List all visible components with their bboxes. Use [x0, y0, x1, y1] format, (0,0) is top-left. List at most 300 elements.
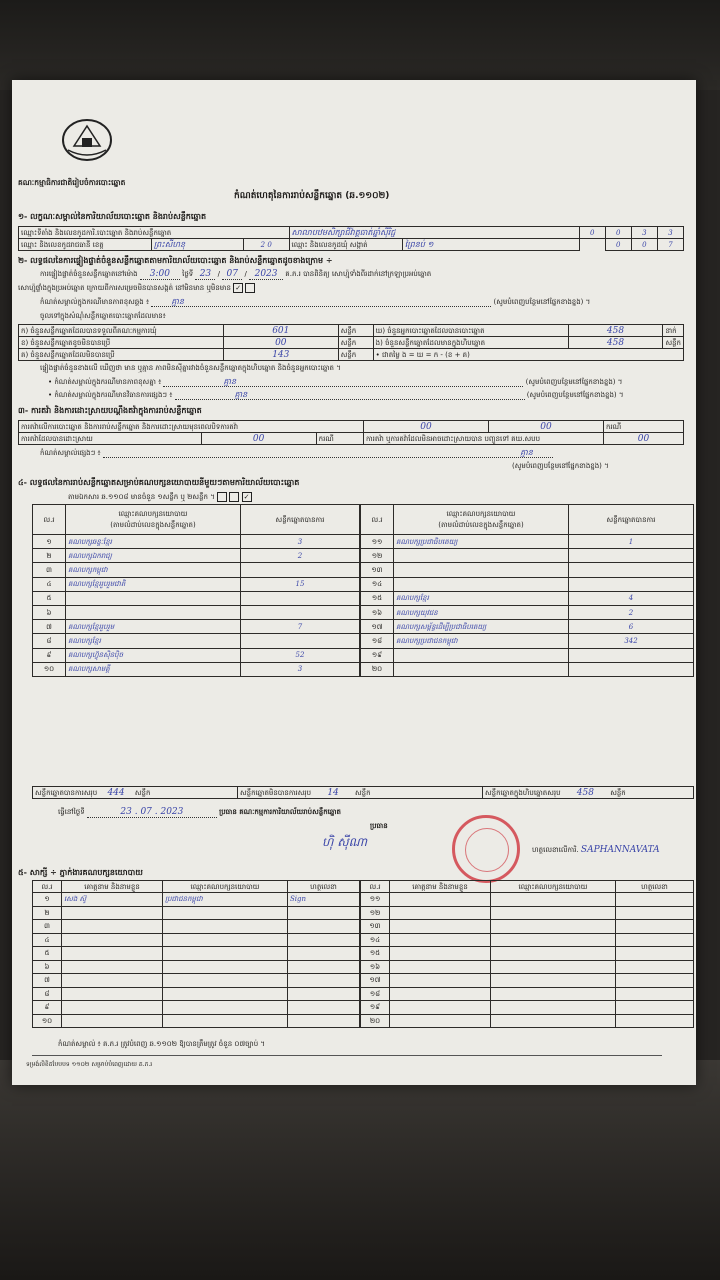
- vote-count: 1: [569, 535, 694, 549]
- official-seal-icon: [452, 815, 520, 883]
- witness-line: [532, 846, 660, 855]
- resolved-value: 00: [201, 433, 316, 445]
- row-number: ១៥: [361, 947, 390, 961]
- verify-time: 3:00: [140, 270, 180, 280]
- vote-row: [33, 648, 360, 662]
- row-number: ១: [33, 535, 66, 549]
- party-name: គណបក្សខ្មែរ: [394, 591, 569, 605]
- formula: • ជាតម្លៃ ង = ឃ = ក - (ខ + គ): [373, 349, 683, 361]
- forwarded-label: ការតវ៉ា ឬការតវ៉ាដែលមិនអាចដោះស្រាយបាន បញ្ជូនទៅ គឃ.សបប: [364, 433, 604, 445]
- vote-count: 2: [569, 605, 694, 619]
- agent-signature: [616, 987, 694, 1001]
- agent-signature: [288, 960, 360, 974]
- resolved-label: ការតវ៉ាដែលបានដោះស្រាយ: [19, 433, 202, 445]
- row-number: ៥: [33, 591, 66, 605]
- province-code: 2 0: [243, 239, 289, 251]
- agent-row: [33, 920, 360, 934]
- issued-value: 601: [223, 325, 338, 337]
- vote-count: 6: [569, 620, 694, 634]
- station-code-digit: 0: [605, 227, 631, 239]
- agent-name: [390, 893, 491, 907]
- vote-row: [33, 634, 360, 648]
- date-line: [58, 808, 341, 818]
- agent-name: [62, 1001, 163, 1015]
- case-unit: ករណី: [604, 421, 684, 433]
- unit: សន្លឹក: [355, 788, 371, 797]
- agent-row: [361, 987, 694, 1001]
- row-number: ១៥: [361, 591, 394, 605]
- agents-table-right: [360, 880, 694, 1028]
- agent-signature: [616, 920, 694, 934]
- org-name: គណៈកម្មាធិការជាតិរៀបចំការបោះឆ្នោត: [18, 178, 126, 187]
- vote-row: [33, 591, 360, 605]
- nec-emblem-icon: [60, 116, 114, 162]
- s3-note-tail: (សូមបំពេញបន្ថែមនៅផ្នែកខាងខ្នង) ។: [512, 462, 609, 470]
- background-wall: [0, 0, 720, 90]
- agent-name: [62, 947, 163, 961]
- row-number: ១៨: [361, 634, 394, 648]
- vote-row: [361, 563, 694, 577]
- agent-party: [491, 920, 616, 934]
- col-party-title: ឈ្មោះគណបក្សនយោបាយ: [118, 509, 188, 518]
- agent-name: [390, 947, 491, 961]
- agent-signature: [616, 1001, 694, 1015]
- agent-party: [163, 947, 288, 961]
- agent-row: [33, 1001, 360, 1015]
- date-tail: ប្រធាន គណៈកម្មការការិយាល័យរាប់សន្លឹកឆ្នោត: [219, 808, 341, 816]
- commune-value: ព្រៃនប់ ១: [402, 239, 579, 251]
- vote-count: [241, 591, 360, 605]
- row-number: ៨: [33, 634, 66, 648]
- agent-signature: [616, 1014, 694, 1028]
- vote-count: 15: [241, 577, 360, 591]
- spoiled-value: 00: [223, 337, 338, 349]
- verify-tail: គ.ភ.រ បានពិនិត្យ សោហ្ម៉ុទាំងពីរដាក់នៅក្រឡាប្រអប់ឆ្នោត: [285, 270, 432, 278]
- checkbox-checked[interactable]: ✓: [233, 283, 243, 293]
- agent-party: [163, 1014, 288, 1028]
- row-number: ៦: [33, 605, 66, 619]
- row-number: ១៧: [361, 620, 394, 634]
- agent-name: [390, 1014, 491, 1028]
- verify-line: ការផ្ទៀងផ្ទាត់ចំនួនសន្លឹកឆ្នោតនៅម៉ោង 3:00 ថ្ងៃទី 23 / 07 / 2023 គ.ភ.រ បានពិនិត្យ សោហ្ម៉ុទាំងពីរដាក់នៅក្រឡាប្រអប់ឆ្នោត: [40, 269, 432, 279]
- party-name: គណបក្សឯករាជ្យ: [66, 549, 241, 563]
- agent-row: [33, 947, 360, 961]
- complaint-value-2: 00: [489, 421, 604, 433]
- agent-party: [491, 933, 616, 947]
- party-name: គណបក្សខ្មែររួបរួម: [66, 620, 241, 634]
- row-number: ១៩: [361, 648, 394, 662]
- col-sign-header: ហត្ថលេខា: [616, 881, 694, 893]
- case-unit: ករណី: [316, 433, 363, 445]
- col-no-header: ល.រ: [361, 881, 390, 893]
- vote-count: 7: [241, 620, 360, 634]
- vote-row: [361, 577, 694, 591]
- sign-title: ប្រធាន: [370, 822, 388, 830]
- bullet2-value: គ្មាន: [175, 390, 525, 400]
- checkbox-empty[interactable]: [245, 283, 255, 293]
- s3-note-line: [40, 448, 553, 458]
- row-number: ១៣: [361, 920, 390, 934]
- unit: សន្លឹក: [610, 788, 626, 797]
- col-votes-header: សន្លឹកឆ្នោតបានការ: [241, 505, 360, 535]
- section4-heading: ៤- លទ្ធផលនៃការរាប់សន្លឹកឆ្នោតសម្រាប់គណបក្សនយោបាយនីមួយៗតាមការិយាល័យបោះឆ្នោត: [18, 478, 300, 487]
- col-party-header: ឈ្មោះគណបក្សនយោបាយ: [163, 881, 288, 893]
- party-name: [66, 591, 241, 605]
- vote-row: [361, 662, 694, 676]
- agent-signature: [616, 947, 694, 961]
- vote-count: [569, 662, 694, 676]
- row-number: ១០: [33, 1014, 62, 1028]
- agent-signature: [616, 906, 694, 920]
- row-number: ១៦: [361, 605, 394, 619]
- station-code-digit: 3: [631, 227, 657, 239]
- agent-name: [390, 906, 491, 920]
- bullet2-tail: (សូមបំពេញបន្ថែមនៅផ្នែកខាងខ្នង) ។: [526, 391, 624, 399]
- row-number: ៥: [33, 947, 62, 961]
- agent-party: [163, 960, 288, 974]
- agent-row: [361, 906, 694, 920]
- agent-row: [361, 1014, 694, 1028]
- vote-count: [569, 577, 694, 591]
- section2-heading: ២- លទ្ធផលនៃការផ្ទៀងផ្ទាត់ចំនួនសន្លឹកឆ្នោតតាមការិយាល័យបោះឆ្នោត និងរាប់សន្លឹកឆ្នោតដូចខាងក្រោម ÷: [18, 256, 333, 265]
- verify-text: ការផ្ទៀងផ្ទាត់ចំនួនសន្លឹកឆ្នោតនៅម៉ោង: [40, 270, 138, 278]
- total-invalid-label: សន្លឹកឆ្នោតមិនបានការសរុប: [240, 788, 312, 797]
- party-name: គណបក្សសាមគ្គី: [66, 662, 241, 676]
- count-intro: ចូលទៅក្នុងសំណុំសន្លឹកឆ្នោតបោះឆ្នោតដែលមាន៖: [40, 312, 166, 320]
- bullet1-value: គ្មាន: [163, 377, 523, 387]
- vote-row: [33, 563, 360, 577]
- agent-party: [163, 974, 288, 988]
- unit: សន្លឹក: [338, 349, 373, 361]
- col-sign-header: ហត្ថលេខា: [288, 881, 360, 893]
- agent-party: [491, 1001, 616, 1015]
- row-number: ១៣: [361, 563, 394, 577]
- chair-signature: ហ៊ិ ស៊ីណា: [322, 835, 368, 849]
- col-no-header: ល.រ: [33, 505, 66, 535]
- row-number: ៤: [33, 577, 66, 591]
- party-name: គណបក្សឆន្ទៈខ្មែរ: [66, 535, 241, 549]
- agent-party: [491, 947, 616, 961]
- s3-note-value: គ្មាន: [103, 448, 553, 458]
- station-code-digit: 0: [579, 227, 605, 239]
- votes-table-left: [32, 504, 360, 677]
- vote-row: [33, 535, 360, 549]
- row-number: ៩: [33, 1001, 62, 1015]
- vote-count: 3: [241, 535, 360, 549]
- col-votes-header: សន្លឹកឆ្នោតបានការ: [569, 505, 694, 535]
- date-label: ធ្វើនៅថ្ងៃទី: [58, 808, 85, 816]
- check-text: ផ្ទៀងផ្ទាត់ចំនួនខាងលើ ឃើញថា មាន ឬគ្មាន ភាពមិនស៊ីគ្នារវាងចំនួនសន្លឹកឆ្នោតក្នុងហិបឆ្នោត និងចំនួនអ្នកបោះឆ្នោត ។: [40, 364, 341, 372]
- agent-row: [361, 920, 694, 934]
- form-paper: [12, 80, 696, 1085]
- bullet2-line: [48, 390, 624, 400]
- section1-heading: ១- លក្ខណៈសម្គាល់នៃការិយាល័យបោះឆ្នោត និងរាប់សន្លឹកឆ្នោត: [18, 212, 207, 221]
- vote-row: [33, 577, 360, 591]
- vote-count: 52: [241, 648, 360, 662]
- province-label: ឈ្មោះ និងលេខកូដរាជធានី ខេត្ត: [19, 239, 152, 251]
- vote-count: [241, 605, 360, 619]
- voters-label: ឃ) ចំនួនអ្នកបោះឆ្នោតដែលបានបោះឆ្នោត: [373, 325, 568, 337]
- row-number: ១: [33, 893, 62, 907]
- agent-signature: [288, 906, 360, 920]
- agent-name: សេង ស៊ូ: [62, 893, 163, 907]
- complaint-table: [18, 420, 684, 445]
- agent-party: [491, 893, 616, 907]
- note-tail: (សូមបំពេញបន្ថែមនៅផ្នែកខាងខ្នង) ។: [493, 298, 591, 306]
- vote-row: [33, 549, 360, 563]
- row-number: ២: [33, 549, 66, 563]
- witness-value: SAPHANNAVATA: [580, 845, 660, 855]
- row-number: ១៧: [361, 974, 390, 988]
- commune-code-digit: 0: [605, 239, 631, 251]
- forwarded-value: 00: [604, 433, 684, 445]
- bullet1-label: • កំណត់សម្គាល់ក្នុងករណីមានភាពខុសគ្នា ៖: [48, 378, 162, 386]
- agent-party: [491, 1014, 616, 1028]
- agent-row: [361, 947, 694, 961]
- voters-value: 458: [568, 325, 663, 337]
- party-name: គណបក្សខ្មែររួបរួមជាតិ: [66, 577, 241, 591]
- unit: សន្លឹក: [663, 337, 684, 349]
- commune-label: ឈ្មោះ និងលេខកូដឃុំ សង្កាត់: [289, 239, 402, 251]
- footer-divider: [32, 1055, 662, 1056]
- agent-row: [33, 960, 360, 974]
- agent-name: [390, 974, 491, 988]
- vote-count: 2: [241, 549, 360, 563]
- agent-name: [390, 1001, 491, 1015]
- row-number: ១២: [361, 906, 390, 920]
- agent-name: [62, 974, 163, 988]
- row-number: ១១: [361, 535, 394, 549]
- row-number: ៧: [33, 974, 62, 988]
- seal-line: [18, 283, 255, 293]
- party-name: គណបក្សខ្មែរ: [66, 634, 241, 648]
- row-number: ១៤: [361, 933, 390, 947]
- checkbox-checked[interactable]: ✓: [242, 492, 252, 502]
- seal-text: សោហ្ម៉ុផ្ទាំងក្នុងប្រអប់ឆ្នោត ក្រោយពីការសម្រេចមិនបានសង្កត់ នៅមិនមាន ឬមិនមាន: [18, 284, 231, 292]
- bullet2-label: • កំណត់សម្គាល់ក្នុងករណីមានវិធានការផ្សេងៗ ៖: [48, 391, 173, 399]
- in-box-label: ង) ចំនួនសន្លឹកឆ្នោតដែលមានក្នុងហិបឆ្នោត: [373, 337, 568, 349]
- complaint-value-1: 00: [364, 421, 489, 433]
- agent-signature: [288, 947, 360, 961]
- s3-note-label: កំណត់សម្គាល់ផ្សេងៗ ៖: [40, 449, 101, 457]
- footnote: កំណត់សម្គាល់ ៖ គ.ភ.រ ត្រូវបំពេញ ឆ.១១០២ ឱ្យបានត្រឹមត្រូវ ចំនួន ០៧ច្បាប់ ។: [58, 1040, 265, 1048]
- row-number: ៣: [33, 920, 62, 934]
- row-number: ១៩: [361, 1001, 390, 1015]
- row-number: ៤: [33, 933, 62, 947]
- bullet1-line: [48, 377, 622, 387]
- party-name: [394, 563, 569, 577]
- agent-party: [163, 987, 288, 1001]
- row-number: ៩: [33, 648, 66, 662]
- party-name: គណបក្សប្រជាជនកម្ពុជា: [394, 634, 569, 648]
- party-name: [394, 549, 569, 563]
- station-value: សាលាបឋមសិក្សាជីវ៉ាត្តធាត់ឆ្នាំស៊ីរិជ្ជ: [289, 227, 579, 239]
- bullet1-tail: (សូមបំពេញបន្ថែមនៅផ្នែកខាងខ្នង) ។: [525, 378, 623, 386]
- vote-count: [241, 563, 360, 577]
- row-number: ១២: [361, 549, 394, 563]
- row-number: ១៦: [361, 960, 390, 974]
- total-valid-cell: [33, 787, 238, 799]
- witness-label: ហត្ថលេខាលើការិ.: [532, 846, 579, 854]
- commune-code-digit: 0: [631, 239, 657, 251]
- row-number: ៦: [33, 960, 62, 974]
- agent-signature: [288, 1014, 360, 1028]
- row-number: ៧: [33, 620, 66, 634]
- agent-party: [163, 933, 288, 947]
- unused-label: គ) ចំនួនសន្លឹកឆ្នោតដែលមិនបានប្រើ: [19, 349, 224, 361]
- agent-name: [62, 960, 163, 974]
- vote-row: [361, 634, 694, 648]
- verify-month: 07: [222, 270, 242, 280]
- party-name: គណបក្សសម្ព័ន្ធដើម្បីប្រជាធិបតេយ្យ: [394, 620, 569, 634]
- footer-text: ទម្រង់លិខិតបែបបទ ១១០២ សម្រាប់បំពេញដោយ គ.ភ.រ: [26, 1061, 153, 1068]
- agent-signature: [616, 933, 694, 947]
- agent-row: [33, 893, 360, 907]
- checkbox-empty[interactable]: [217, 492, 227, 502]
- unit: សន្លឹក: [338, 337, 373, 349]
- complaint-label: ការតវ៉ាលើការបោះឆ្នោត និងការរាប់សន្លឹកឆ្នោត និងការដោះស្រាយមុនពេលបិទការតវ៉ា: [19, 421, 364, 433]
- vote-row: [361, 591, 694, 605]
- s4-intro: តាមឯកសារ ឆ.១១០៨ មានចំនួន ១សន្លឹក ឬ ២សន្លឹក ។: [68, 493, 215, 501]
- agent-row: [361, 893, 694, 907]
- row-number: ២០: [361, 1014, 390, 1028]
- agent-row: [361, 933, 694, 947]
- agent-name: [62, 987, 163, 1001]
- col-party-header: [394, 505, 569, 535]
- day-label: ថ្ងៃទី: [182, 270, 194, 278]
- station-code-digit: 3: [657, 227, 683, 239]
- agent-row: [361, 960, 694, 974]
- section1-table: [18, 226, 684, 251]
- unit: សន្លឹក: [134, 788, 151, 797]
- vote-row: [361, 620, 694, 634]
- row-number: ១៨: [361, 987, 390, 1001]
- row-number: ១៤: [361, 577, 394, 591]
- unit: សន្លឹក: [338, 325, 373, 337]
- vote-row: [33, 662, 360, 676]
- verify-day: 23: [195, 270, 215, 280]
- col-party-sub: (តាមលំដាប់លេខក្នុងសន្លឹកឆ្នោត): [110, 520, 196, 529]
- agent-name: [390, 920, 491, 934]
- row-number: ៣: [33, 563, 66, 577]
- party-name: [394, 577, 569, 591]
- agent-row: [33, 1014, 360, 1028]
- agent-party: [491, 974, 616, 988]
- province-value: ព្រះសីហនុ: [151, 239, 243, 251]
- section5-heading: ៥- សាក្សី ÷ ភ្នាក់ងារគណបក្សនយោបាយ: [18, 868, 143, 877]
- agent-row: [33, 987, 360, 1001]
- background-floor: [0, 1060, 720, 1280]
- section3-heading: ៣- ការតវ៉ា និងការដោះស្រាយបណ្ដឹងតវ៉ាក្នុងការរាប់សន្លឹកឆ្នោត: [18, 406, 202, 415]
- in-box-value: 458: [568, 337, 663, 349]
- vote-count: [569, 648, 694, 662]
- col-no-header: ល.រ: [33, 881, 62, 893]
- agent-signature: [616, 974, 694, 988]
- vote-count: [241, 634, 360, 648]
- agent-signature: Sign: [288, 893, 360, 907]
- vote-row: [361, 648, 694, 662]
- party-name: គណបក្សប្រជាធិបតេយ្យ: [394, 535, 569, 549]
- vote-row: [361, 549, 694, 563]
- row-number: ១១: [361, 893, 390, 907]
- agent-party: [163, 1001, 288, 1015]
- agent-row: [33, 974, 360, 988]
- agent-signature: [288, 974, 360, 988]
- party-name: [66, 605, 241, 619]
- party-name: គណបក្សហ៊្វុនស៊ិនប៉ិច: [66, 648, 241, 662]
- row-number: ២: [33, 906, 62, 920]
- check-line: [40, 364, 341, 373]
- agent-signature: [288, 987, 360, 1001]
- col-party-sub: (តាមលំដាប់លេខក្នុងសន្លឹកឆ្នោត): [438, 520, 524, 529]
- form-title: កំណត់ហេតុនៃការរាប់សន្លឹកឆ្នោត (ឆ.១១០២): [234, 191, 390, 201]
- agents-table-left: [32, 880, 360, 1028]
- row-number: ៨: [33, 987, 62, 1001]
- col-name-header: គោត្តនាម និងនាមខ្លួន: [390, 881, 491, 893]
- agent-party: [491, 987, 616, 1001]
- row-number: ២០: [361, 662, 394, 676]
- agent-signature: [616, 960, 694, 974]
- totals-table: [32, 786, 694, 799]
- agent-name: [62, 920, 163, 934]
- party-name: គណបក្សយុវជន: [394, 605, 569, 619]
- agent-name: [62, 906, 163, 920]
- verify-year: 2023: [249, 270, 283, 280]
- party-name: គណបក្សកម្ពុជា: [66, 563, 241, 577]
- agent-row: [33, 933, 360, 947]
- count-table: [18, 324, 684, 361]
- total-invalid-cell: [238, 787, 483, 799]
- agent-party: [163, 920, 288, 934]
- vote-row: [361, 605, 694, 619]
- vote-count: 342: [569, 634, 694, 648]
- agent-party: ប្រជាជនកម្ពុជា: [163, 893, 288, 907]
- s4-intro-line: [68, 492, 252, 502]
- date-value: 23 . 07 . 2023: [87, 808, 217, 818]
- vote-row: [33, 620, 360, 634]
- checkbox-empty[interactable]: [229, 492, 239, 502]
- agent-party: [491, 906, 616, 920]
- agent-row: [361, 974, 694, 988]
- station-label: ឈ្មោះទីតាំង និងលេខកូដការិ.បោះឆ្នោត និងរាប់សន្លឹកឆ្នោត: [19, 227, 290, 239]
- total-box-cell: [483, 787, 694, 799]
- agent-name: [390, 933, 491, 947]
- agent-name: [390, 960, 491, 974]
- col-party-header: ឈ្មោះគណបក្សនយោបាយ: [491, 881, 616, 893]
- issued-label: ក) ចំនួនសន្លឹកឆ្នោតដែលបានទទួលពីគណៈកម្មការឃុំ: [19, 325, 224, 337]
- agent-party: [491, 960, 616, 974]
- party-name: [394, 648, 569, 662]
- voters-unit: នាក់: [663, 325, 684, 337]
- vote-row: [33, 605, 360, 619]
- agent-name: [62, 1014, 163, 1028]
- votes-table-right: [360, 504, 694, 677]
- col-name-header: គោត្តនាម និងនាមខ្លួន: [62, 881, 163, 893]
- agent-signature: [288, 933, 360, 947]
- vote-count: 3: [241, 662, 360, 676]
- total-valid-value: 444: [107, 787, 125, 798]
- agent-signature: [288, 920, 360, 934]
- agent-party: [163, 906, 288, 920]
- agent-row: [33, 906, 360, 920]
- agent-name: [390, 987, 491, 1001]
- unused-value: 143: [223, 349, 338, 361]
- total-box-label: សន្លឹកឆ្នោតក្នុងហិបឆ្នោតសរុប: [485, 788, 561, 797]
- agent-name: [62, 933, 163, 947]
- total-box-value: 458: [576, 787, 594, 798]
- col-party-header: [66, 505, 241, 535]
- col-no-header: ល.រ: [361, 505, 394, 535]
